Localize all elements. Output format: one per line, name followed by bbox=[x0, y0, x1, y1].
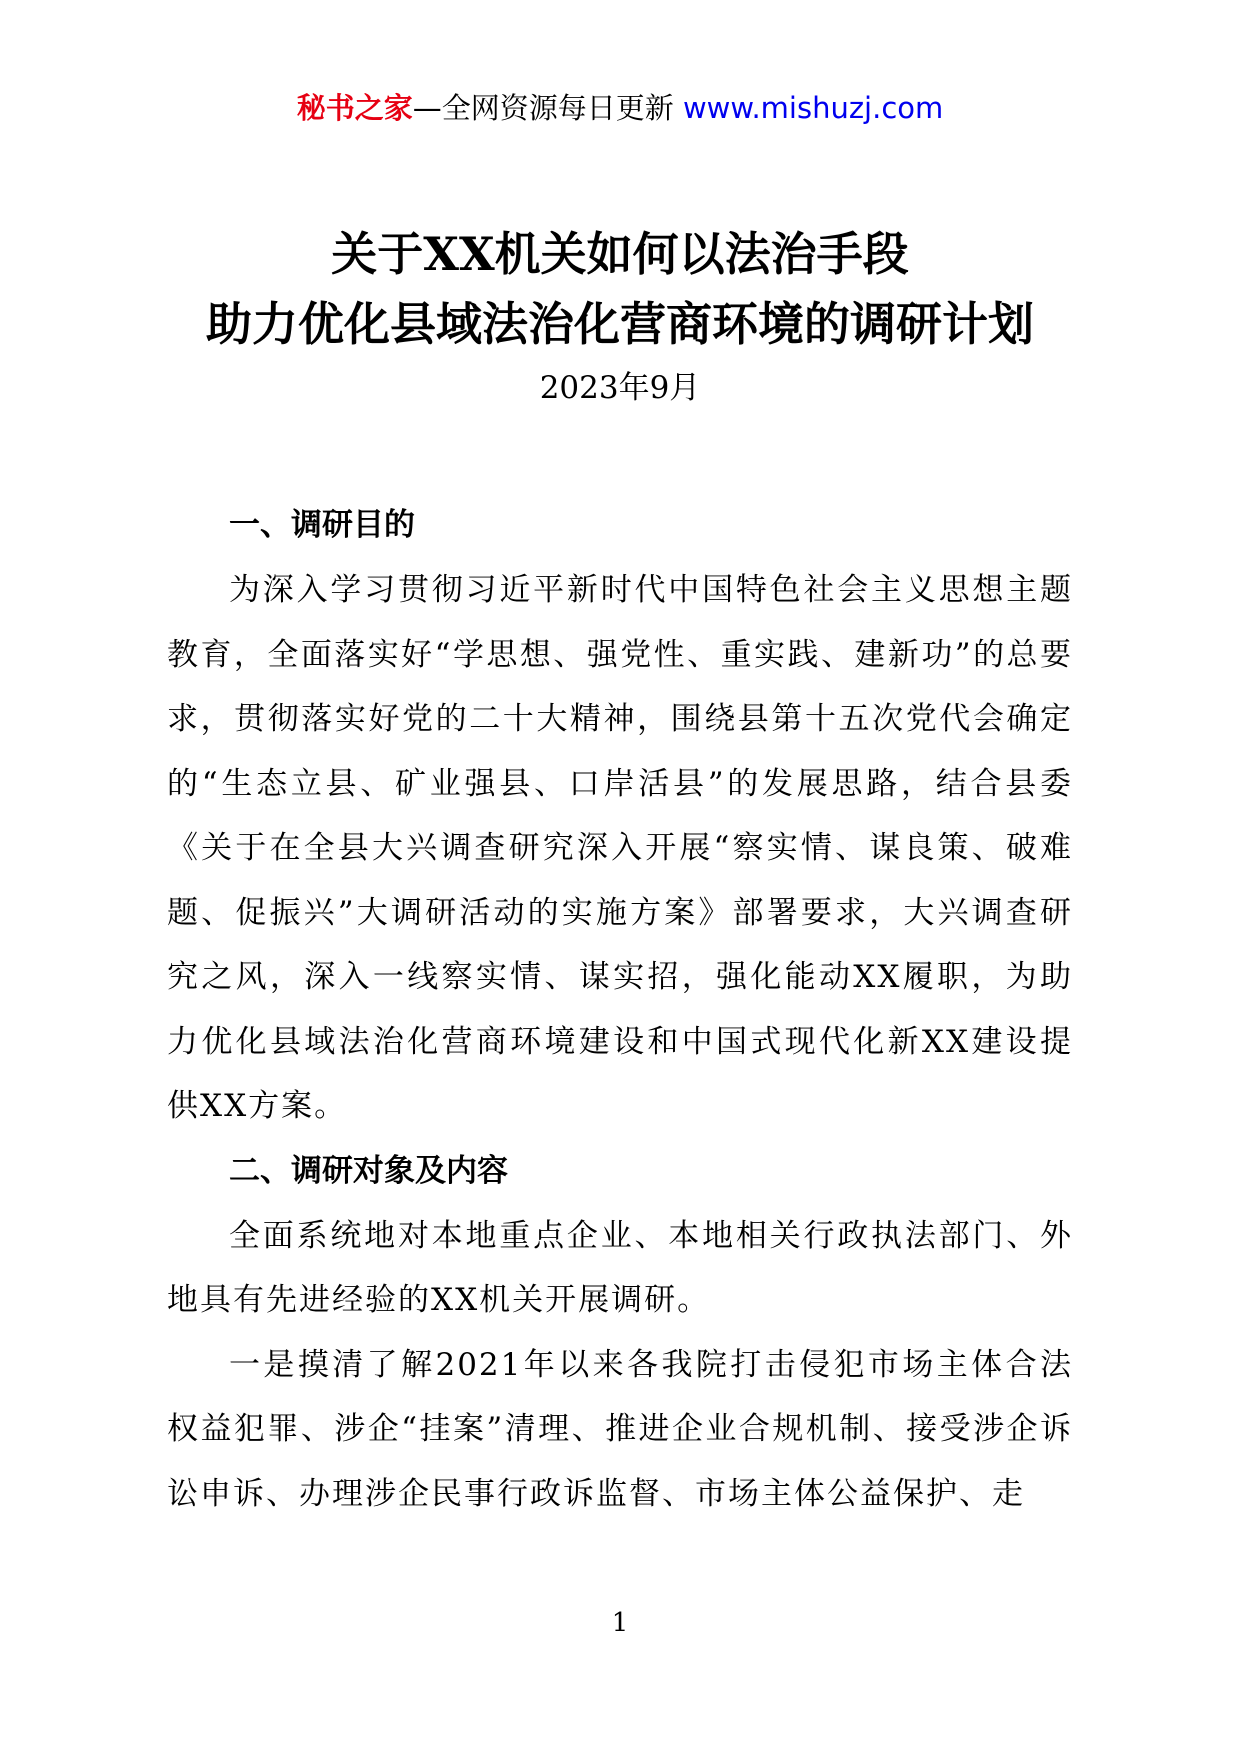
site-brand: 秘书之家 bbox=[296, 91, 413, 125]
page-number: 1 bbox=[611, 1608, 629, 1638]
paragraph-objects-overview: 全面系统地对本地重点企业、本地相关行政执法部门、外地具有先进经验的XX机关开展调研。 bbox=[167, 1217, 1073, 1318]
paragraph-purpose: 为深入学习贯彻习近平新时代中国特色社会主义思想主题教育，全面落实好“学思想、强党性、重实践、建新功”的总要求，贯彻落实好党的二十大精神，围绕县第十五次党代会确定的“生态立县、矿业强县、口岸活县”的发展思路，结合县委《关于在全县大兴调查研究深入开展“察实情、谋良策、破难题、促振兴”大调研活动的实施方案》部署要求，大兴调查研究之风，深入一线察实情、谋实招，强化能动XX履职，为助力优化县域法治化营商环境建设和中国式现代化新XX建设提供XX方案。 bbox=[167, 572, 1073, 1124]
section-heading-purpose: 一、调研目的 bbox=[229, 507, 415, 543]
site-header bbox=[0, 88, 1240, 128]
section-heading-objects: 二、调研对象及内容 bbox=[229, 1152, 508, 1189]
document-title-line-2: 助力优化县域法治化营商环境的调研计划 bbox=[206, 297, 1034, 351]
site-slogan: —全网资源每日更新 bbox=[412, 91, 683, 125]
document-date: 2023年9月 bbox=[539, 370, 701, 406]
document-body bbox=[167, 493, 1073, 1526]
document-title-line-1: 关于XX机关如何以法治手段 bbox=[331, 227, 909, 281]
site-url-link[interactable]: www.mishuzj.com bbox=[682, 91, 944, 125]
paragraph-objects-item-1: 一是摸清了解2021年以来各我院打击侵犯市场主体合法权益犯罪、涉企“挂案”清理、推进企业合规机制、接受涉企诉讼申诉、办理涉企民事行政诉监督、市场主体公益保护、走 bbox=[167, 1346, 1073, 1512]
